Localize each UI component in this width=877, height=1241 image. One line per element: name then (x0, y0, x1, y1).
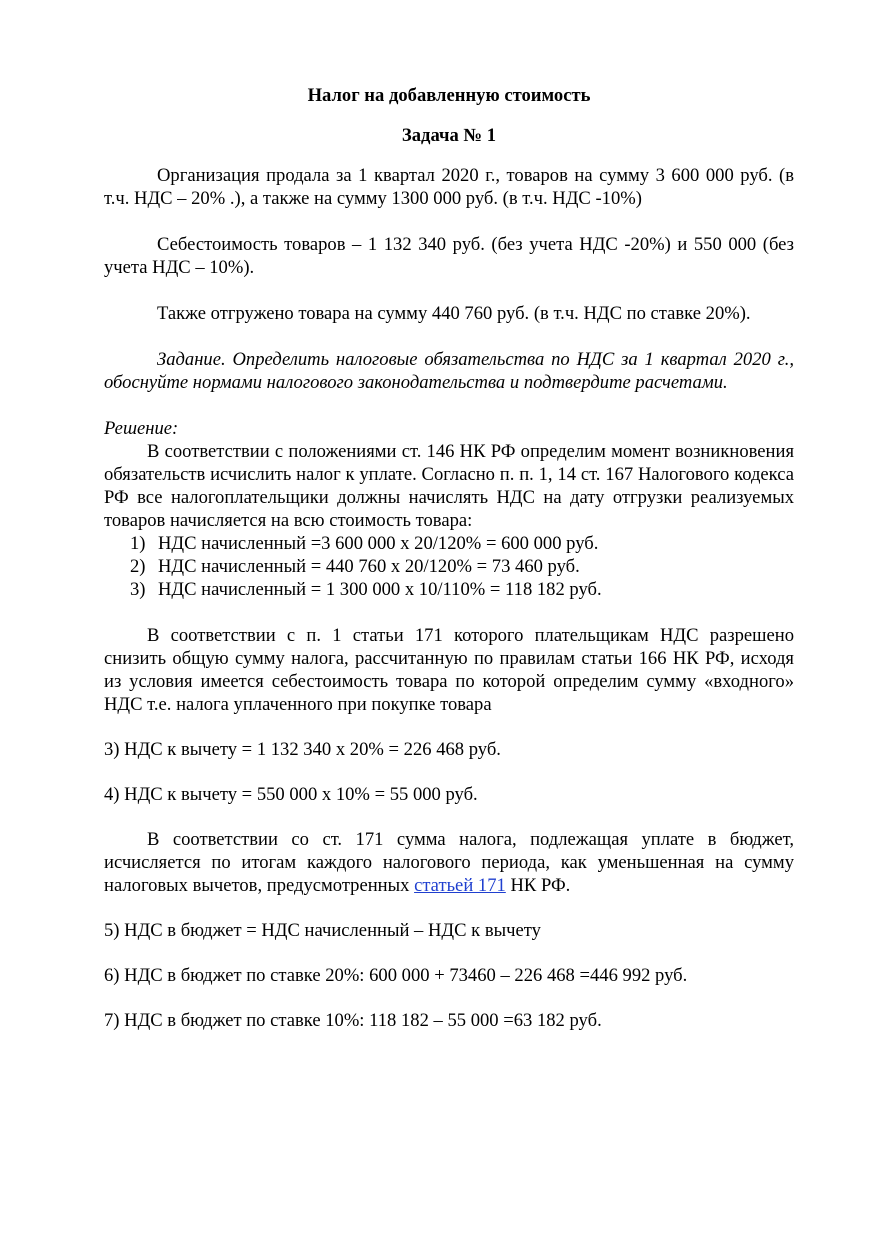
calc-line-4: 4) НДС к вычету = 550 000 х 10% = 55 000 руб. (104, 784, 478, 805)
paragraph-shipment: Также отгружено товара на сумму 440 760 руб. (в т.ч. НДС по ставке 20%). (157, 303, 751, 324)
calc-line-6: 6) НДС в бюджет по ставке 20%: 600 000 + 73460 – 226 468 =446 992 руб. (104, 965, 688, 986)
list-item-number: 3) (130, 579, 146, 600)
paragraph-sales: Организация продала за 1 квартал 2020 г., товаров на сумму 3 600 000 руб. (в т.ч. НДС – 20% .), а также на сумму 1300 000 руб. (в т.ч. НДС -10%) (104, 165, 794, 209)
calc-line-7: 7) НДС в бюджет по ставке 10%: 118 182 – 55 000 =63 182 руб. (104, 1010, 602, 1031)
document-page (104, 84, 794, 1032)
paragraph-cost: Себестоимость товаров – 1 132 340 руб. (без учета НДС -20%) и 550 000 (без учета НДС – 10%). (104, 234, 794, 278)
list-item-number: 2) (130, 556, 146, 577)
list-item-text: НДС начисленный =3 600 000 х 20/120% = 600 000 руб. (158, 533, 599, 554)
list-item-text: НДС начисленный = 440 760 х 20/120% = 73 460 руб. (158, 556, 580, 577)
list-item (104, 578, 794, 601)
calc-line-5: 5) НДС в бюджет = НДС начисленный – НДС к вычету (104, 920, 541, 941)
paragraph-budget-tail: НК РФ. (505, 875, 571, 896)
paragraph-budget (104, 828, 794, 897)
list-item (104, 555, 794, 578)
paragraph-deduction: В соответствии с п. 1 статьи 171 которого плательщикам НДС разрешено снизить общую сумму налога, рассчитанную по правилам статьи 166 НК РФ, исходя из условия имеется себестоимость товара по которой определим сумму «входного» НДС т.е. налога уплаченного при покупке товара (104, 625, 794, 715)
document-title: Налог на добавленную стоимость (307, 85, 591, 106)
list-item-number: 1) (130, 533, 146, 554)
article-171-link[interactable]: статьей 171 (414, 875, 506, 896)
solution-label: Решение: (104, 418, 179, 439)
vat-accrued-list (104, 532, 794, 601)
list-item (104, 532, 794, 555)
task-heading: Задача № 1 (401, 125, 497, 146)
solution-paragraph: В соответствии с положениями ст. 146 НК РФ определим момент возникновения обязательств исчислить налог к уплате. Согласно п. п. 1, 14 ст. 167 Налогового кодекса РФ все налогоплательщики должны начислять НДС на дату отгрузки реализуемых товаров начисляется на всю стоимость товара: (104, 441, 794, 531)
task-statement: Задание. Определить налоговые обязательства по НДС за 1 квартал 2020 г., обоснуйте нормами налогового законодательства и подтвердите расчетами. (104, 349, 794, 393)
calc-line-3: 3) НДС к вычету = 1 132 340 х 20% = 226 468 руб. (104, 739, 501, 760)
list-item-text: НДС начисленный = 1 300 000 х 10/110% = 118 182 руб. (158, 579, 602, 600)
paragraph-budget-text: В соответствии со ст. 171 сумма налога, подлежащая уплате в бюджет, исчисляется по итогам каждого налогового периода, как уменьшенная на сумму налоговых вычетов, предусмотренных (104, 829, 794, 896)
